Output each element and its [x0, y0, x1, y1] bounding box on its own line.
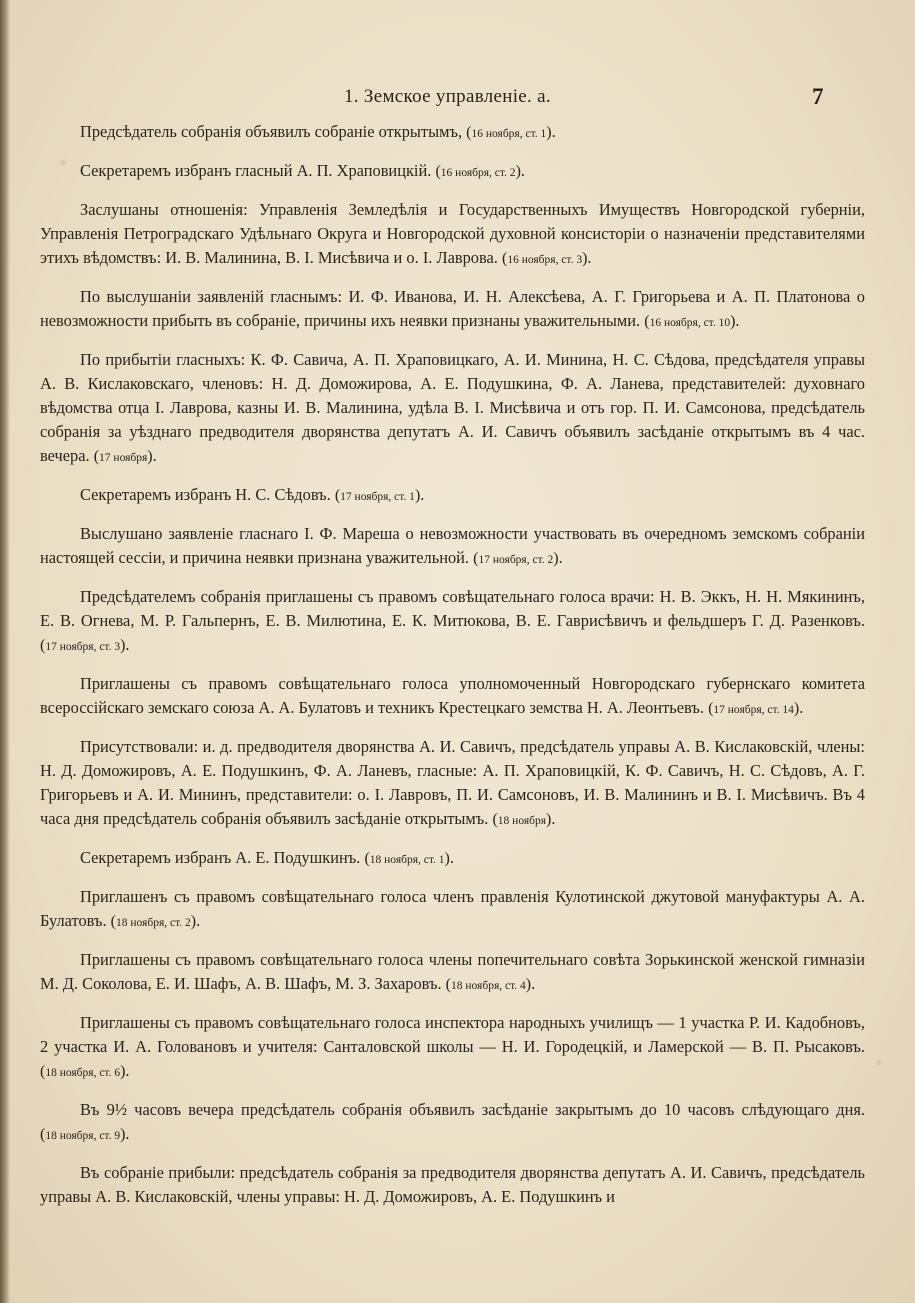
page-number: 7	[812, 84, 824, 109]
paragraph-text: По прибытіи гласныхъ: К. Ф. Савича, А. П. Храповицкаго, А. И. Минина, Н. С. Сѣдова, предсѣдателя управы А. В. Кислаковскаго, членовъ: Н. Д. Доможирова, А. Е. Подушкина, Ф. А. Ланева, представителей: духовнаго вѣдомства отца І. Лаврова, казны И. В. Малинина, удѣла В. І. Мисѣвича и отъ гор. П. И. Самсонова, предсѣдатель собранія за уѣзднаго предводителя дворянства депутатъ А. И. Савичъ объявилъ засѣданіе открытымъ въ 4 час. вечера.	[40, 350, 865, 465]
session-reference: (18 ноября, ст. 1)	[364, 850, 450, 867]
paragraph-text: Выслушано заявленіе гласнаго І. Ф. Мареша о невозможности участвовать въ очередномъ земскомъ собраніи настоящей сессіи, и причина неявки признана уважительной.	[40, 524, 865, 567]
session-reference: (18 ноября)	[492, 811, 552, 828]
running-title: 1. Земское управленіе. а.	[344, 86, 551, 107]
paragraph-text: Предсѣдателемъ собранія приглашены съ правомъ совѣщательнаго голоса врачи: Н. В. Эккъ, Н. Н. Мякининъ, Е. В. Огнева, М. Р. Гальпернъ, Е. В. Милютина, Е. К. Митюкова, В. Е. Гаврисѣвичъ и фельдшеръ Г. Д. Разенковъ.	[40, 587, 865, 630]
paragraph: Приглашенъ съ правомъ совѣщательнаго голоса членъ правленія Кулотинской джутовой мануфактуры А. А. Булатовъ. (18 ноября, ст. 2).	[40, 887, 865, 930]
session-reference: (18 ноября, ст. 4)	[445, 976, 532, 993]
session-reference: (17 ноября)	[93, 448, 153, 465]
session-reference: (16 ноября, ст. 2)	[435, 163, 521, 180]
paragraph-text: Въ собраніе прибыли: предсѣдатель собранія за предводителя дворянства депутатъ А. И. Савичъ, предсѣдатель управы А. В. Кислаковскій, члены управы: Н. Д. Доможировъ, А. Е. Подушкинъ и	[40, 1163, 865, 1206]
paragraph-text: Предсѣдатель собранія объявилъ собраніе открытымъ,	[80, 122, 463, 141]
session-reference: (17 ноября, ст. 1)	[334, 487, 421, 504]
session-reference: (18 ноября, ст. 6)	[40, 1063, 126, 1080]
paragraph-text: Приглашены съ правомъ совѣщательнаго голоса члены попечительнаго совѣта Зорькинской женской гимназіи М. Д. Соколова, Е. И. Шафъ, А. В. Шафъ, М. З. Захаровъ.	[40, 950, 865, 993]
session-reference: (16 ноября, ст. 1)	[466, 124, 552, 141]
paragraph-text: По выслушаніи заявленій гласнымъ: И. Ф. Иванова, И. Н. Алексѣева, А. Г. Григорьева и А. П. Платонова о невозможности прибыть въ собраніе, причины ихъ неявки признаны уважительными.	[40, 287, 865, 330]
paragraph-text: Заслушаны отношенія: Управленія Земледѣлія и Государственныхъ Имуществъ Новгородской губерніи, Управленія Петроградскаго Удѣльнаго Округа и Новгородской духовной консисторіи о назначеніи представителями этихъ вѣдомствъ: И. В. Малинина, В. І. Мисѣвича и о. І. Лаврова.	[40, 200, 865, 267]
paragraph: Приглашены съ правомъ совѣщательнаго голоса уполномоченный Новгородскаго губернскаго комитета всероссійскаго земскаго союза А. А. Булатовъ и техникъ Крестецкаго земства Н. А. Леонтьевъ. (17 ноября, ст. 14).	[40, 674, 865, 717]
page-header	[0, 86, 915, 116]
paragraph: Секретаремъ избранъ А. Е. Подушкинъ. (18 ноября, ст. 1).	[80, 848, 454, 867]
paragraph-text: Приглашены съ правомъ совѣщательнаго голоса инспектора народныхъ училищъ — 1 участка Р. И. Кадобновъ, 2 участка И. А. Головановъ и учителя: Санталовской школы — Н. И. Городецкій, и Ламерской — В. П. Рысаковъ.	[40, 1013, 865, 1056]
paragraph: Секретаремъ избранъ Н. С. Сѣдовъ. (17 ноября, ст. 1).	[80, 485, 425, 504]
paragraph: Приглашены съ правомъ совѣщательнаго голоса члены попечительнаго совѣта Зорькинской женской гимназіи М. Д. Соколова, Е. И. Шафъ, А. В. Шафъ, М. З. Захаровъ. (18 ноября, ст. 4).	[40, 950, 865, 993]
session-reference: (16 ноября, ст. 10)	[644, 313, 736, 330]
paragraph: Приглашены съ правомъ совѣщательнаго голоса инспектора народныхъ училищъ — 1 участка Р. И. Кадобновъ, 2 участка И. А. Головановъ и учителя: Санталовской школы — Н. И. Городецкій, и Ламерской — В. П. Рысаковъ. (18 ноября, ст. 6).	[40, 1013, 865, 1080]
session-reference: (18 ноября, ст. 9)	[40, 1126, 126, 1143]
session-reference: (17 ноября, ст. 2)	[473, 550, 559, 567]
paragraph: Предсѣдателемъ собранія приглашены съ правомъ совѣщательнаго голоса врачи: Н. В. Эккъ, Н. Н. Мякининъ, Е. В. Огнева, М. Р. Гальпернъ, Е. В. Милютина, Е. К. Митюкова, В. Е. Гаврисѣвичъ и фельдшеръ Г. Д. Разенковъ. (17 ноября, ст. 3).	[40, 587, 865, 654]
paragraph	[40, 1161, 865, 1209]
paragraph: Секретаремъ избранъ гласный А. П. Храповицкій. (16 ноября, ст. 2).	[80, 161, 525, 180]
paragraph-text: Присутствовали: и. д. предводителя дворянства А. И. Савичъ, предсѣдатель управы А. В. Кислаковскій, члены: Н. Д. Доможировъ, А. Е. Подушкинъ, Ф. А. Ланевъ, гласные: А. П. Храповицкій, К. Ф. Савичъ, Н. С. Сѣдовъ, А. Г. Григорьевъ и А. И. Мининъ, представители: о. І. Лавровъ, П. И. Самсоновъ, И. В. Малининъ и В. І. Мисѣвичъ. Въ 4 часа дня предсѣдатель собранія объявилъ засѣданіе открытымъ.	[40, 737, 865, 828]
paragraph-text: Секретаремъ избранъ гласный А. П. Храповицкій.	[80, 161, 432, 180]
session-reference: (17 ноября, ст. 14)	[708, 700, 800, 717]
paragraph: Присутствовали: и. д. предводителя дворянства А. И. Савичъ, предсѣдатель управы А. В. Кислаковскій, члены: Н. Д. Доможировъ, А. Е. Подушкинъ, Ф. А. Ланевъ, гласные: А. П. Храповицкій, К. Ф. Савичъ, Н. С. Сѣдовъ, А. Г. Григорьевъ и А. И. Мининъ, представители: о. І. Лавровъ, П. И. Самсоновъ, И. В. Малининъ и В. І. Мисѣвичъ. Въ 4 часа дня предсѣдатель собранія объявилъ засѣданіе открытымъ. (18 ноября).	[40, 737, 865, 828]
body-text	[40, 120, 865, 1222]
paragraph-text: Приглашены съ правомъ совѣщательнаго голоса уполномоченный Новгородскаго губернскаго комитета всероссійскаго земскаго союза А. А. Булатовъ и техникъ Крестецкаго земства Н. А. Леонтьевъ.	[40, 674, 865, 717]
paragraph: Выслушано заявленіе гласнаго І. Ф. Мареша о невозможности участвовать въ очередномъ земскомъ собраніи настоящей сессіи, и причина неявки признана уважительной. (17 ноября, ст. 2).	[40, 524, 865, 567]
session-reference: (18 ноября, ст. 2)	[110, 913, 197, 930]
paragraph-text: Приглашенъ съ правомъ совѣщательнаго голоса членъ правленія Кулотинской джутовой мануфактуры А. А. Булатовъ.	[40, 887, 865, 930]
paragraph-text: Секретаремъ избранъ Н. С. Сѣдовъ.	[80, 485, 331, 504]
book-spine-shadow	[0, 0, 10, 1303]
paragraph: По прибытіи гласныхъ: К. Ф. Савича, А. П. Храповицкаго, А. И. Минина, Н. С. Сѣдова, предсѣдателя управы А. В. Кислаковскаго, членовъ: Н. Д. Доможирова, А. Е. Подушкина, Ф. А. Ланева, представителей: духовнаго вѣдомства отца І. Лаврова, казны И. В. Малинина, удѣла В. І. Мисѣвича и отъ гор. П. И. Самсонова, предсѣдатель собранія за уѣзднаго предводителя дворянства депутатъ А. И. Савичъ объявилъ засѣданіе открытымъ въ 4 час. вечера. (17 ноября).	[40, 350, 865, 465]
paragraph: По выслушаніи заявленій гласнымъ: И. Ф. Иванова, И. Н. Алексѣева, А. Г. Григорьева и А. П. Платонова о невозможности прибыть въ собраніе, причины ихъ неявки признаны уважительными. (16 ноября, ст. 10).	[40, 287, 865, 330]
paragraph-text: Въ 9½ часовъ вечера предсѣдатель собранія объявилъ засѣданіе закрытымъ до 10 часовъ слѣдующаго дня.	[80, 1100, 865, 1119]
paragraph: Въ 9½ часовъ вечера предсѣдатель собранія объявилъ засѣданіе закрытымъ до 10 часовъ слѣдующаго дня. (18 ноября, ст. 9).	[40, 1100, 865, 1143]
paragraph: Заслушаны отношенія: Управленія Земледѣлія и Государственныхъ Имуществъ Новгородской губерніи, Управленія Петроградскаго Удѣльнаго Округа и Новгородской духовной консисторіи о назначеніи представителями этихъ вѣдомствъ: И. В. Малинина, В. І. Мисѣвича и о. І. Лаврова. (16 ноября, ст. 3).	[40, 200, 865, 267]
session-reference: (17 ноября, ст. 3)	[40, 637, 126, 654]
session-reference: (16 ноября, ст. 3)	[502, 250, 588, 267]
paragraph-text: Секретаремъ избранъ А. Е. Подушкинъ.	[80, 848, 361, 867]
ink-speck	[876, 1060, 881, 1065]
paragraph: Предсѣдатель собранія объявилъ собраніе открытымъ, (16 ноября, ст. 1).	[80, 122, 556, 141]
